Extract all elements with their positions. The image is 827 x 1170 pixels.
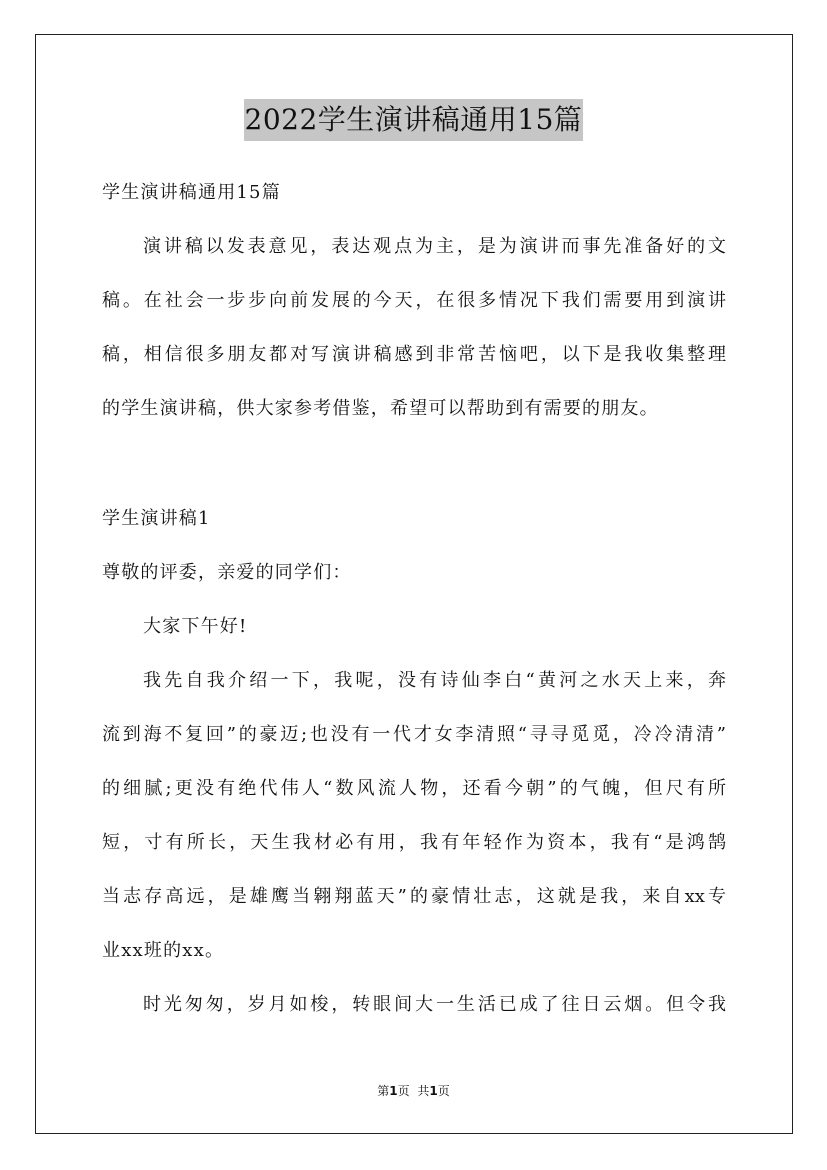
page-footer — [0, 1083, 827, 1099]
body-line: 的细腻;更没有绝代伟人“数风流人物，还看今朝”的气魄，但尺有所 — [102, 778, 726, 799]
page-total: 1 — [429, 1084, 438, 1098]
intro-line: 演讲稿以发表意见，表达观点为主，是为演讲而事先准备好的文 — [143, 236, 726, 257]
page-prefix: 第 — [377, 1084, 390, 1098]
salutation: 尊敬的评委，亲爱的同学们： — [102, 562, 352, 583]
page-suffix: 页 — [397, 1084, 410, 1098]
body-line: 短，寸有所长，天生我材必有用，我有年轻作为资本，我有“是鸿鹄 — [102, 832, 726, 853]
document-title — [0, 99, 827, 141]
body-line: 时光匆匆，岁月如梭，转眼间大一生活已成了往日云烟。但令我 — [143, 994, 726, 1015]
page-number: 1 — [389, 1084, 398, 1098]
intro-line: 稿。在社会一步步向前发展的今天，在很多情况下我们需要用到演讲 — [102, 290, 726, 311]
document-subtitle: 学生演讲稿通用15篇 — [102, 182, 281, 203]
total-suffix: 页 — [437, 1084, 450, 1098]
body-line: 业xx班的xx。 — [102, 940, 225, 961]
body-line: 我先自我介绍一下，我呢，没有诗仙李白“黄河之水天上来，奔 — [143, 670, 726, 691]
section-heading: 学生演讲稿1 — [102, 508, 211, 529]
intro-line: 稿，相信很多朋友都对写演讲稿感到非常苦恼吧，以下是我收集整理 — [102, 344, 726, 365]
document-title-text: 2022学生演讲稿通用15篇 — [244, 99, 584, 141]
greeting: 大家下午好! — [143, 616, 248, 637]
intro-line: 的学生演讲稿，供大家参考借鉴，希望可以帮助到有需要的朋友。 — [102, 398, 659, 419]
body-line: 流到海不复回”的豪迈;也没有一代才女李清照“寻寻觅觅，冷冷清清” — [102, 724, 726, 745]
body-line: 当志存高远，是雄鹰当翱翔蓝天”的豪情壮志，这就是我，来自xx专 — [102, 886, 726, 907]
total-prefix: 共 — [417, 1084, 430, 1098]
